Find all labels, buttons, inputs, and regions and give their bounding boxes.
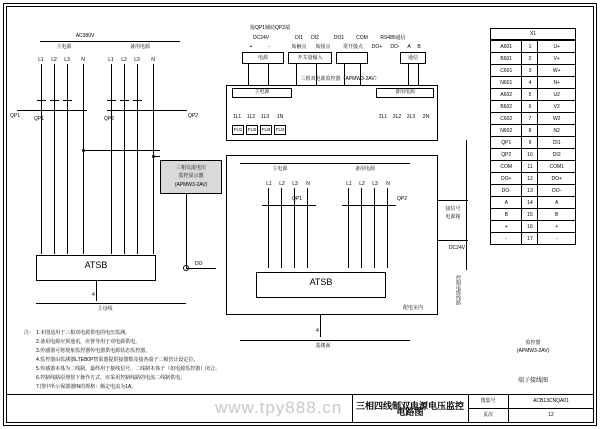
center-dc24v: DC24V [448,245,466,251]
terminal-no: 4 [522,77,538,89]
terminal-no: 17 [522,233,538,245]
center-atsb-arrow: 4 [316,328,319,334]
terminal-right: N+ [538,77,576,89]
left2-feeder-2 [124,64,125,254]
rs485-dom: DO- [390,44,400,50]
rs485-a: A [407,44,411,50]
table-row [491,233,576,245]
left2-feeder-1 [111,64,112,254]
terminal-right: DI2 [538,149,576,161]
center2-phase-L2: L2 [359,181,365,187]
terminal-right: W+ [538,65,576,77]
center-phase-L2: L2 [279,181,285,187]
qp2-break-3 [133,100,142,101]
terminal-left: C601 [491,65,522,77]
terminal-right: W2 [538,113,576,125]
terminal-right: DO- [538,185,576,197]
center-atsb-label: ATSB [309,277,333,287]
table-row [491,149,576,161]
table-row [491,113,576,125]
power-terminal-label: 电源 [257,55,268,61]
table-row [491,137,576,149]
fuse-label-3: FU3 [261,127,271,132]
terminal-right: V2 [538,101,576,113]
module-left-group-title: 主电源 [254,89,270,95]
rs485-dop: DO+ [371,44,383,50]
terminal-left: C602 [491,113,522,125]
fuse-label-4: FU4 [275,127,285,132]
center-main-power-label: 主电源 [272,166,288,172]
left-qp2-label: QP2 [188,113,199,119]
signal-line-2 [438,240,468,241]
left-sample-N [83,150,160,151]
terminal-left: B602 [491,101,522,113]
left2-phase-L2: L2 [121,57,127,63]
left-sample-dot-2 [152,155,155,158]
left2-phase-L1: L1 [108,57,114,63]
left-qp2-tag: QP2 [103,116,114,122]
terminal-no: 6 [522,101,538,113]
center-phase-L1: L1 [266,181,272,187]
terminal-no: 12 [522,173,538,185]
terminal-right: DO+ [538,173,576,185]
dc24v-minus: - [268,44,270,50]
qp1-break-3 [63,100,72,101]
dc24v-label: DC24V [252,35,270,41]
table-row [491,185,576,197]
terminal-no: 10 [522,149,538,161]
note-6: 6.控制线路原理按下操作方式、应采用控制线路的电流二线制供电。 [36,375,186,381]
terminal-right: A [538,197,576,209]
center2-feeder-2 [361,188,362,268]
left2-feeder-3 [137,64,138,254]
terminal-left: B601 [491,53,522,65]
terminal-table-footer-2: (APMW3-2AV) [516,348,550,354]
module-1L1: 1L1 [232,114,242,120]
center-phase-L3: L3 [292,181,298,187]
terminal-left: QP2 [491,149,522,161]
module-2L2: 2L2 [392,114,402,120]
qp1-break-1 [37,100,46,101]
terminal-left: B [491,209,522,221]
left-feeder-1 [41,64,42,254]
terminal-table-header-label: X1 [529,31,537,37]
center2-phase-L1: L1 [346,181,352,187]
di-terminal-label: 开关量输入 [297,55,323,61]
terminal-no: 11 [522,161,538,173]
terminal-left: A601 [491,41,522,53]
control-cable-line [466,140,467,270]
center-top-bus [240,163,410,164]
left2-phase-L3: L3 [134,57,140,63]
ground-label: 基楼面 [315,343,331,349]
terminal-table [490,40,576,245]
qp-aux-note: 接QP1辅助QP2端 [250,25,291,31]
terminal-no: 5 [522,89,538,101]
left-monitor-line2: 监控显示器 [178,173,204,179]
terminal-no: 16 [522,221,538,233]
fuse-label-2: FU2 [247,127,257,132]
center2-phase-N: N [386,181,390,187]
terminal-right: DI1 [538,137,576,149]
fuse-label-1: FU1 [233,127,243,132]
module-1L3: 1L3 [260,114,270,120]
terminal-no: 8 [522,125,538,137]
center-standby-power-label: 备用电源 [354,166,375,172]
terminal-left: DO+ [491,173,522,185]
left-main-bus-line [36,303,186,304]
center-qp1-label: QP1 [291,196,302,202]
drawing-no-value: ACB13CNQA01 [533,398,569,404]
page-label: 页次 [482,412,493,418]
terminal-table-caption: 端子接线图 [517,378,548,384]
left-monitor-line3: (APMW3-2AV) [174,182,208,188]
left-phase-L1: L1 [38,57,44,63]
comm-terminal-label: 通信 [407,55,418,61]
note-7: 7.图中所示保器器IN的规格：额定电流为1A。 [36,384,137,390]
note-2: 2.备用电源应预通讯，应督导用于双电源供电。 [36,339,141,345]
di1-label: DI1 [295,35,303,41]
left-do-label: DO [195,261,203,267]
terminal-no: 15 [522,209,538,221]
left-main-power-label: 主电源 [56,44,72,50]
left-monitor-line1: 三相交流电压 [175,165,206,171]
module-2L1: 2L1 [378,114,388,120]
title-block-mid-line [468,408,594,409]
signal-line-1 [438,200,468,201]
qp2-break-2 [120,100,129,101]
center-feeder-2 [281,188,282,268]
control-cable-label: 控制电缆线路 [455,275,461,305]
center-feeder-4 [307,188,308,268]
terminal-left: + [491,221,522,233]
watermark: www.tpy888.cn [215,398,343,417]
terminal-no: 14 [522,197,538,209]
page-value: 12 [548,412,554,418]
terminal-left: A602 [491,89,522,101]
terminal-right: - [538,233,576,245]
left-feeder-2 [54,64,55,254]
title-main: 三相四线制双电源电压监控电路图 [355,401,464,417]
terminal-no: 9 [522,137,538,149]
left-atsb-out [96,281,97,301]
terminal-no: 1 [522,41,538,53]
di2-label: DI2 [311,35,319,41]
dc24v-plus: + [249,44,253,50]
do-terminal-box [336,52,368,64]
center2-feeder-1 [348,188,349,268]
left-feeder-4 [83,64,84,254]
terminal-right: B [538,209,576,221]
note-5: 5.传感器本体为二线制，最终用于接线信号，二线制本体子（如电源监控器）闭合。 [36,366,221,372]
center2-feeder-4 [387,188,388,268]
left-do-vert [186,194,187,268]
terminal-right: U2 [538,89,576,101]
left-standby-power-label: 备用电源 [129,44,150,50]
title-block-top-line [6,394,594,395]
table-row [491,65,576,77]
qp2-break-1 [107,100,116,101]
center2-feeder-3 [374,188,375,268]
di-contact-2: 始接点 [315,44,331,50]
terminal-left: - [491,233,522,245]
left-feeder-3 [67,64,68,254]
table-row [491,41,576,53]
table-row [491,89,576,101]
drawing-no-label: 图集号 [480,398,496,404]
table-row [491,221,576,233]
qp2-trip-bar [107,110,187,111]
di-contact-1: 始触点 [291,44,307,50]
signal-label-1: 接信号 [445,206,461,212]
center-phase-N: N [306,181,310,187]
terminal-no: 13 [522,185,538,197]
com-label: COM [356,35,368,41]
table-row [491,209,576,221]
left-ac380v-label: AC380V [75,33,95,39]
table-row [491,77,576,89]
center-qp2-label: QP2 [396,196,407,202]
rs485-label: RS485通信 [380,35,406,41]
left-atsb-arrow: 4 [92,292,95,298]
left-phase-N: N [81,57,85,63]
note-4: 4.监控器由监测器LTEB0P智果器提供接器数及接各端子二极管计设定位。 [36,357,199,363]
left-phase-L2: L2 [51,57,57,63]
module-title: 三相双电源监控器（APMW3-2AV） [300,76,380,82]
note-3: 3.传感器可将现象监控器传电器供电源状态监控器。 [36,348,151,354]
center-atsb-out [320,315,321,337]
note-1: 1.本图适用于三相双电源供电的电压监测。 [36,330,131,336]
left-bus-line [40,41,180,42]
terminal-left: COM [491,161,522,173]
terminal-left: N601 [491,77,522,89]
left-do-node [183,265,189,271]
qp1-break-2 [50,100,59,101]
qp1-trip-bar [17,110,87,111]
module-right-group-title: 备用电源 [394,89,415,95]
rs485-b: B [417,44,421,50]
terminal-left: DO- [491,185,522,197]
left-do-line [186,268,216,269]
terminal-table-footer-1: 监控器 [525,340,541,346]
terminal-right: N2 [538,125,576,137]
signal-label-2: 电源箱 [445,214,461,220]
left2-feeder-4 [153,64,154,254]
do-contact: 常开接点 [342,44,363,50]
terminal-left: A [491,197,522,209]
module-2N: 2N [422,114,430,120]
terminal-right: COM1 [538,161,576,173]
terminal-no: 3 [522,65,538,77]
left-sample-dot-1 [82,149,85,152]
center-qp2-bar [342,205,396,206]
ground-line [240,340,410,341]
module-2L3: 2L3 [406,114,416,120]
notes-title: 注： [24,330,35,336]
table-row [491,125,576,137]
terminal-right: U+ [538,41,576,53]
center-qp1-bar [262,205,316,206]
table-row [491,197,576,209]
table-row [491,173,576,185]
center2-phase-L3: L3 [372,181,378,187]
module-1N: 1N [276,114,284,120]
left-main-bus-label: 主母线 [97,306,113,312]
terminal-right: + [538,221,576,233]
terminal-no: 2 [522,53,538,65]
center-feeder-1 [268,188,269,268]
terminal-left: N602 [491,125,522,137]
do1-label: DO1 [333,35,345,41]
left-phase-L3: L3 [64,57,70,63]
left-atsb-label: ATSB [84,260,108,270]
table-row [491,53,576,65]
left-qp1-label: QP1 [10,113,21,119]
table-row [491,101,576,113]
terminal-left: QP1 [491,137,522,149]
terminal-no: 7 [522,113,538,125]
left-qp1-tag: QP1 [33,116,44,122]
terminal-right: V+ [538,53,576,65]
room-label: 配电室内 [402,305,423,311]
table-row [491,161,576,173]
left2-phase-N: N [151,57,155,63]
module-1L2: 1L2 [246,114,256,120]
